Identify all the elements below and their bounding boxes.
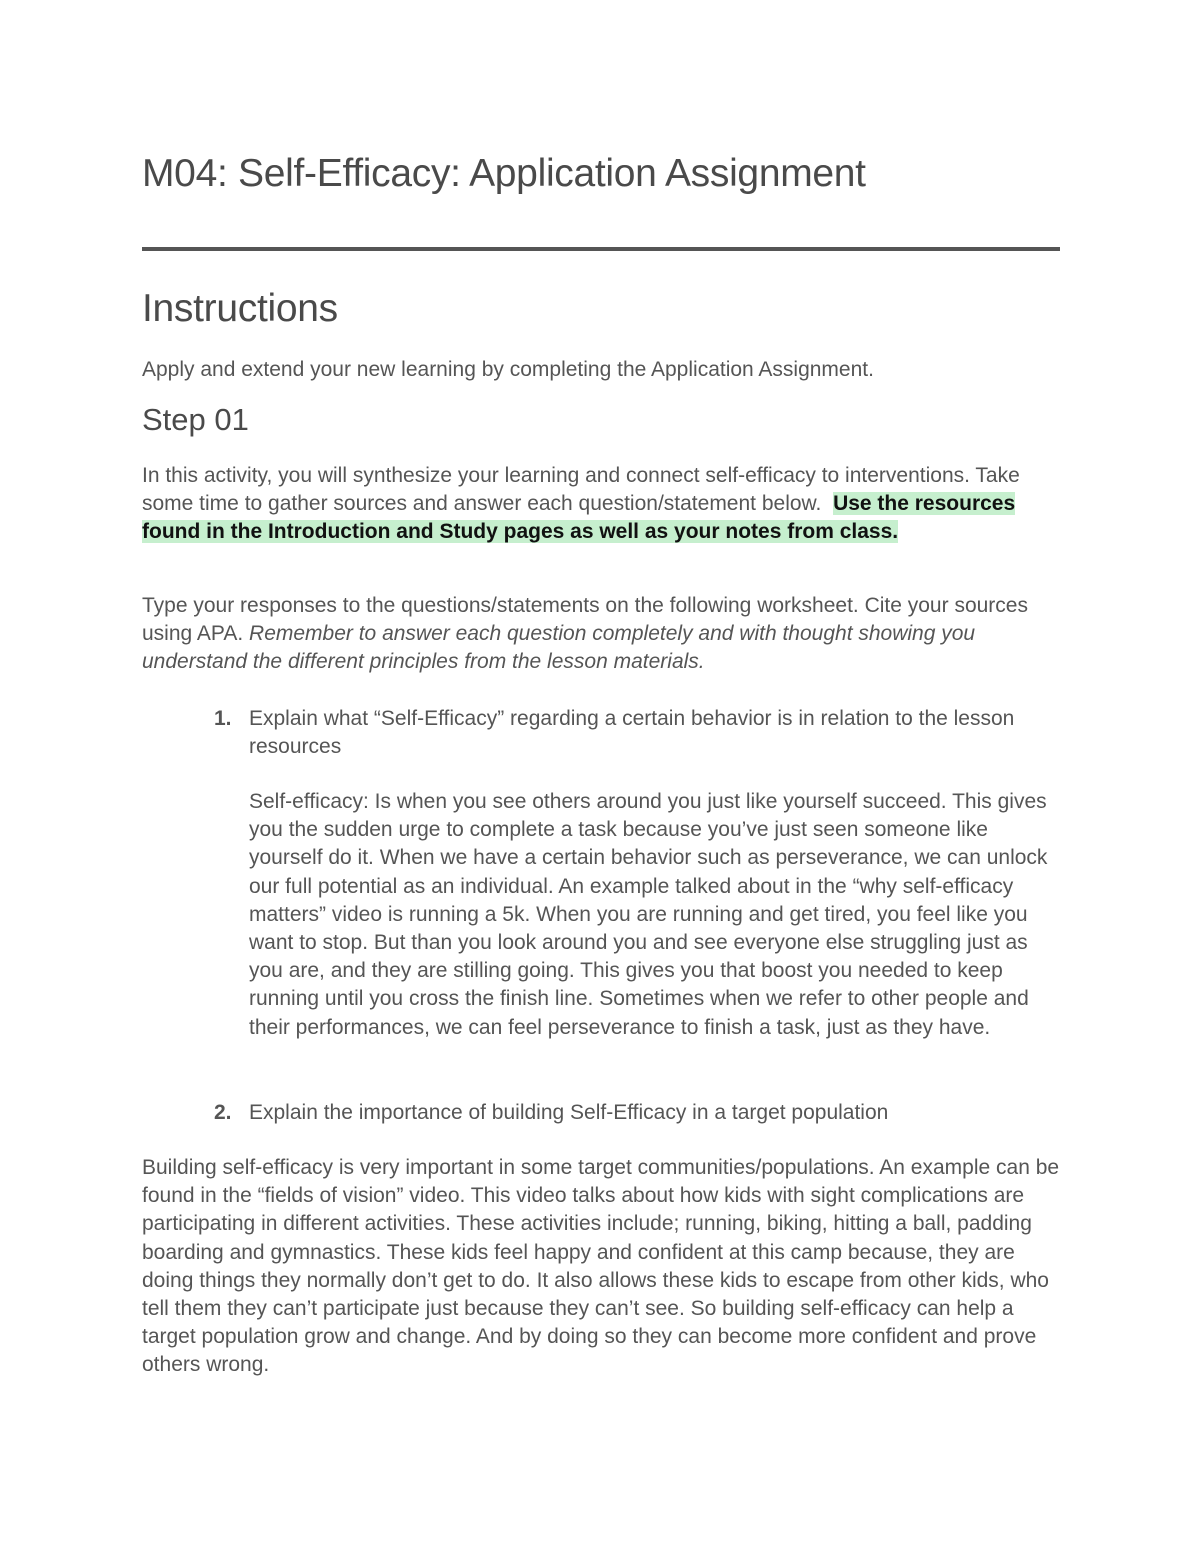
activity-paragraph xyxy=(142,462,1060,547)
step-heading: Step 01 xyxy=(142,402,249,437)
question-1-answer: Self-efficacy: Is when you see others around you just like yourself succeed. This gives you the sudden urge to complete a task because you’ve just seen someone like yourself do it. When we have a certain behavior such as perseverance, we can unlock our full potential as an individual. An example talked about in the “why self-efficacy matters” video is running a 5k. When you are running and get tired, you feel like you want to stop. But than you look around you and see everyone else struggling just as you are, and they are stilling going. This gives you that boost you needed to keep running until you cross the finish line. Sometimes when we refer to other people and their performances, we can feel perseverance to finish a task, just as they have. xyxy=(249,790,1048,1039)
type-text: Type your responses to the questions/statements on the following worksheet. Cite your sources using APA. xyxy=(142,594,1028,646)
question-1-prompt: Explain what “Self-Efficacy” regarding a certain behavior is in relation to the lesson resources xyxy=(249,707,1015,759)
type-paragraph xyxy=(142,592,1060,677)
instructions-heading: Instructions xyxy=(142,287,338,330)
question-2-answer: Building self-efficacy is very important in some target communities/populations. An example can be found in the “fields of vision” video. This video talks about how kids with sight complications are participating in different activities. These activities include; running, biking, hitting a ball, padding boarding and gymnastics. These kids feel happy and confident at this camp because, they are doing things they normally don’t get to do. It also allows these kids to escape from other kids, who tell them they can’t participate just because they can’t see. So building self-efficacy can help a target population grow and change. And by doing so they can become more confident and prove others wrong. xyxy=(142,1156,1060,1377)
apply-paragraph: Apply and extend your new learning by completing the Application Assignment. xyxy=(142,358,874,381)
type-italic: Remember to answer each question completely and with thought showing you understand the different principles from the lesson materials. xyxy=(142,622,976,674)
question-1-number: 1. xyxy=(214,707,232,730)
activity-highlight: Use the resources found in the Introduction and Study pages as well as your notes from class. xyxy=(142,492,1016,544)
title-divider xyxy=(142,247,1060,251)
activity-text: In this activity, you will synthesize your learning and connect self-efficacy to interventions. Take some time to gather sources and answer each question/statement below. xyxy=(142,464,1020,516)
question-2-number: 2. xyxy=(214,1101,232,1124)
document-title: M04: Self-Efficacy: Application Assignment xyxy=(142,152,866,195)
question-2-prompt: Explain the importance of building Self-Efficacy in a target population xyxy=(249,1101,889,1124)
